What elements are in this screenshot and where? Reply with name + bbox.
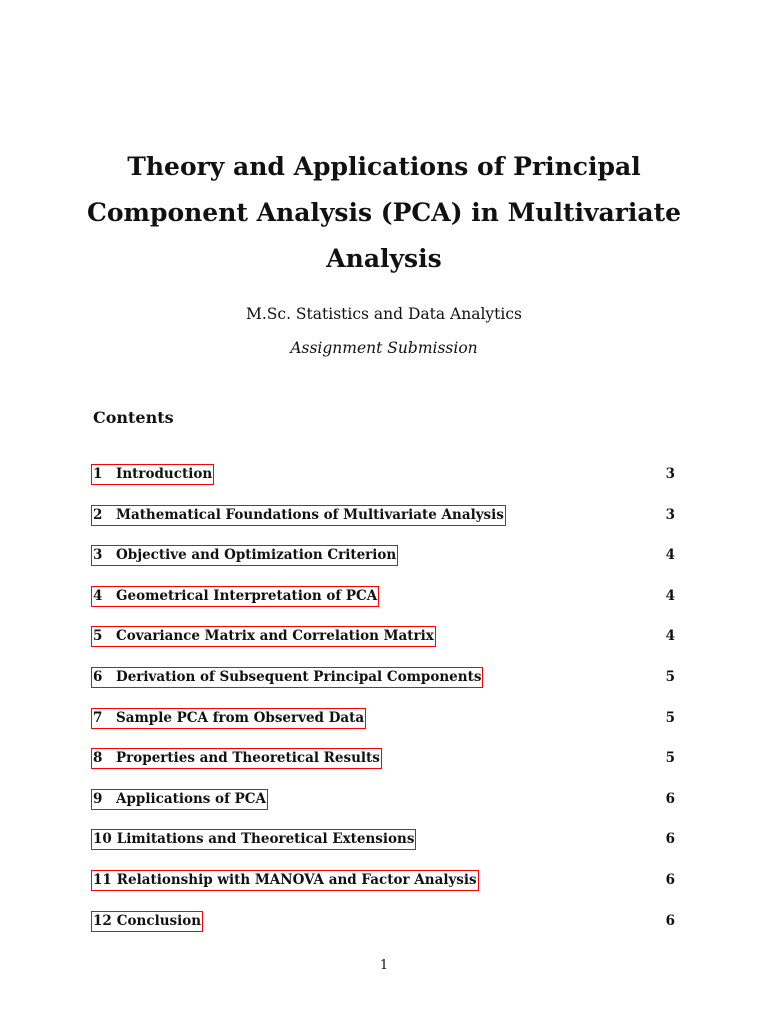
toc-link-sample-pca[interactable]: [91, 708, 366, 729]
toc-link-objective-optimization[interactable]: [91, 545, 398, 566]
toc-entry: [91, 787, 677, 828]
toc-link-derivation-components[interactable]: [91, 667, 483, 688]
author-line: M.Sc. Statistics and Data Analytics: [245, 305, 523, 323]
toc-entry: [91, 746, 677, 787]
table-of-contents: [91, 462, 677, 949]
toc-entry-page: 4: [665, 587, 675, 604]
toc-entry-title: Geometrical Interpretation of PCA: [116, 587, 378, 604]
toc-entry-number: 8: [93, 750, 103, 767]
toc-entry-number: 4: [93, 587, 103, 604]
toc-entry-page: 6: [665, 871, 675, 888]
toc-entry-title: Mathematical Foundations of Multivariate Analysis: [116, 506, 504, 523]
toc-entry-title: Relationship with MANOVA and Factor Analysis: [116, 871, 477, 888]
toc-entry-number: 12: [93, 912, 112, 929]
toc-entry-number: 7: [93, 709, 103, 726]
toc-link-conclusion[interactable]: [91, 911, 203, 932]
toc-entry-number: 9: [93, 790, 103, 807]
toc-entry: [91, 543, 677, 584]
toc-entry-title: Objective and Optimization Criterion: [116, 547, 397, 564]
toc-entry-page: 3: [665, 466, 675, 482]
toc-link-manova-factor-analysis[interactable]: [91, 870, 479, 891]
toc-entry-title: Applications of PCA: [116, 790, 266, 807]
toc-entry-number: 11: [93, 871, 112, 888]
toc-link-geometrical-interpretation[interactable]: [91, 586, 379, 607]
toc-entry: [91, 624, 677, 665]
toc-entry-number: 10: [93, 831, 112, 848]
toc-entry-page: 3: [665, 506, 675, 523]
toc-entry: [91, 503, 677, 544]
toc-link-applications[interactable]: [91, 789, 268, 810]
toc-entry: [91, 665, 677, 706]
toc-link-covariance-correlation[interactable]: [91, 626, 436, 647]
toc-link-properties-results[interactable]: [91, 748, 382, 769]
title-line-2: Component Analysis (PCA) in Multivariate: [86, 198, 682, 227]
toc-entry-title: Introduction: [116, 466, 213, 482]
toc-entry-title: Covariance Matrix and Correlation Matrix: [116, 628, 434, 645]
toc-entry-title: Limitations and Theoretical Extensions: [116, 831, 415, 848]
toc-entry: [91, 868, 677, 909]
contents-heading: Contents: [93, 408, 174, 427]
toc-entry: [91, 909, 677, 950]
toc-entry-number: 3: [93, 547, 103, 564]
toc-entry-number: 1: [93, 466, 103, 482]
toc-entry-page: 6: [665, 790, 675, 807]
toc-entry-page: 6: [665, 831, 675, 848]
toc-entry-page: 5: [665, 668, 675, 685]
toc-entry-page: 5: [665, 750, 675, 767]
toc-entry-number: 2: [93, 506, 103, 523]
toc-entry-page: 4: [665, 547, 675, 564]
toc-entry-number: 6: [93, 668, 103, 685]
toc-entry: [91, 827, 677, 868]
toc-entry: [91, 462, 677, 503]
page-number: 1: [379, 958, 389, 973]
subtitle-line: Assignment Submission: [290, 339, 478, 357]
toc-entry-page: 4: [665, 628, 675, 645]
toc-entry-title: Derivation of Subsequent Principal Components: [116, 668, 482, 685]
toc-entry: [91, 584, 677, 625]
toc-entry: [91, 706, 677, 747]
toc-entry-title: Conclusion: [116, 912, 202, 929]
toc-link-mathematical-foundations[interactable]: [91, 505, 506, 526]
toc-entry-page: 6: [665, 912, 675, 929]
toc-entry-title: Sample PCA from Observed Data: [116, 709, 365, 726]
toc-entry-title: Properties and Theoretical Results: [116, 750, 380, 767]
title-line-1: Theory and Applications of Principal: [127, 152, 641, 181]
toc-link-introduction[interactable]: [91, 464, 214, 485]
title-line-3: Analysis: [326, 244, 442, 273]
toc-entry-page: 5: [665, 709, 675, 726]
toc-link-limitations-extensions[interactable]: [91, 829, 416, 850]
toc-entry-number: 5: [93, 628, 103, 645]
document-title: [80, 144, 688, 282]
